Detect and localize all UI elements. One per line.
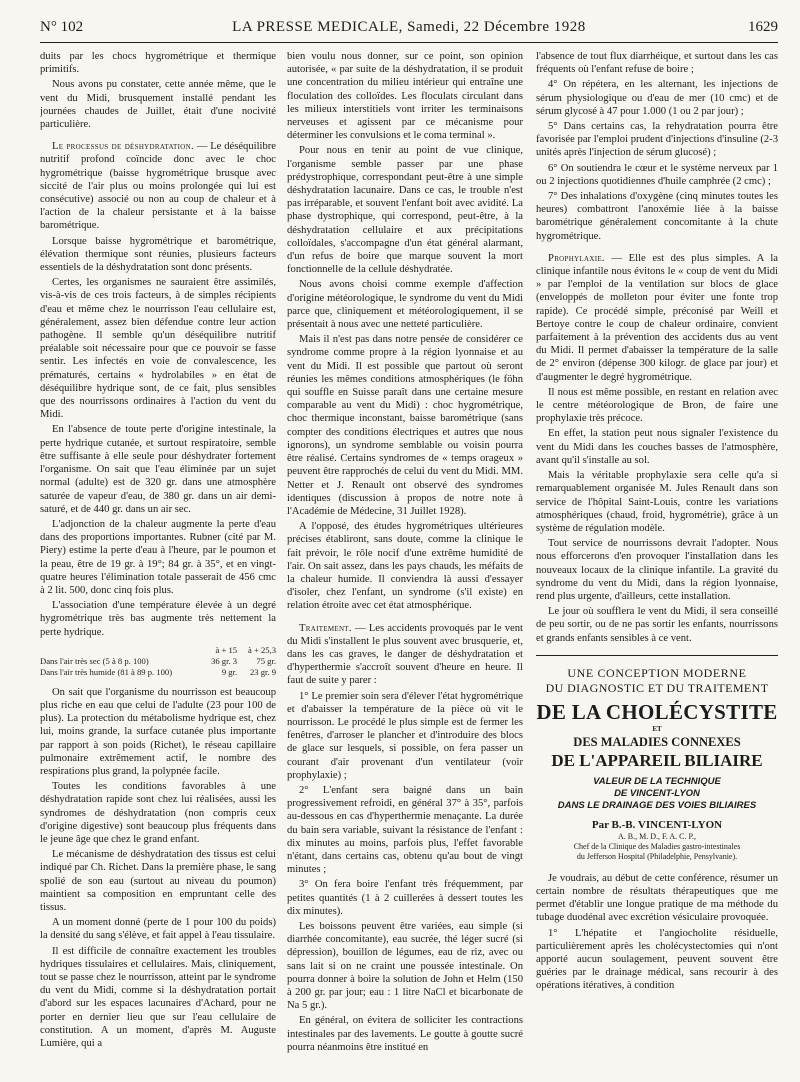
paragraph: Le jour où soufflera le vent du Midi, il sera conseillé de peu sortir, ou de ne pas sortir les enfants, nourrissons et grands enfants sensibles à ce vent. [536,606,778,644]
paragraph: Toutes les conditions favorables à une déshydratation rapide sont chez lui réalisées, aussi les syndromes de déshydratation (non compris ceux d'origine digestive) sont beaucoup plus fréquents dans le jeune âge que chez le grand enfant. [40,781,276,845]
paragraph: 3° On fera boire l'enfant très fréquemment, par petites quantités (1 à 2 cuillerées à dessert toutes les dix minutes). [287,879,523,917]
article-kicker: UNE CONCEPTION MODERNE [567,665,747,680]
section-text: — Elle est des plus simples. A la clinique infantile nous évitons le « coup de vent du Midi » par l'emploi de la ventilation sur blocs de glace (enveloppés de molleton pour éviter une fonte trop rapide). Ce procédé simple, préconisé par Weill et Bertoye contre le coup de chaleur ordinaire, convient parfaitement à la prévention des accidents dus au vent du Midi. Il permet d'abaisser la température de la salle de 2° environ (dépense 300 kilogr. de glace par jour) et d'augmenter le degré hygrométrique. [536,252,778,383]
paragraph: Pour nous en tenir au point de vue clinique, l'organisme semble passer par une phase prédystrophique, correspondant peut-être à une simple déshydratation lacunaire. Dans ce cas, le trouble n'est pas irréparable, et souvent l'enfant boit avec avidité. La phase dystrophique, qui correspond, peut-être, à la déshydratation cellulaire et aux précipitations colloïdales, s'accompagne d'un état général alarmant, d'un refus de boire que marque souvent la mort fonctionnelle de la cellule déshydratée. [287,145,523,276]
paragraph: bien voulu nous donner, sur ce point, son opinion autorisée, « par suite de la déshydratation, il se produit une concentration du milieu intérieur qui entraîne une floculation des colloïdes. Les floculats circulant dans les milieux interstitiels vont irriter les terminaisons nerveuses et agissent par ce mécanisme pour déterminer les convulsions et le coma terminal ». [287,51,523,142]
section-heading: Traitement. [299,622,352,634]
column-3 [536,50,778,1080]
section-text: — Le déséquilibre nutritif profond coïncide donc avec le choc hygrométrique (baisse hygrométrique brusque avec siccité de l'air plus ou moins prolongée qui lui est consécutive) associé ou non au coup de chaleur et à l'action de la chaleur persistante et à la baisse barométrique. [40,141,276,232]
article-title-conjunction: ET [652,724,662,733]
paragraph: Il est difficile de connaître exactement les troubles hydriques tissulaires et cellulaires. Mais, cliniquement, tout se passe chez le nourrisson, atteint par le syndrome du vent du Midi, comme si la déshydratation portait d'abord sur les espaces lacunaires d'Achard, pour ne porter en dernier lieu que sur l'eau cellulaire de constitution. A un moment, d'après M. Auguste Lumière, qui a [40,945,276,1050]
table-row [40,667,276,678]
paragraph: En effet, la station peut nous signaler l'existence du vent du Midi dans les couches basses de l'atmosphère, avant qu'il s'installe au sol. [536,428,778,466]
section-heading: Le processus de déshydratation. [52,141,194,153]
affiliation-line: du Jefferson Hospital (Philadelphie, Pensylvanie). [576,851,738,861]
section-prophylaxis [536,252,778,384]
paragraph: duits par les chocs hygrométrique et thermique primitifs. [40,51,276,76]
paragraph: 1° Le premier soin sera d'élever l'état hygrométrique et d'abaisser la température de la pièce où vit le nourrisson. Le procédé le plus simple est de fermer les fenêtres, d'arroser le plancher et d'introduire des blocs de glace sur lesquels, si possible, on fera passer un courant d'air provenant d'un ventilateur (voir prophylaxie) ; [287,690,523,781]
table-cell: 23 gr. 9 [249,666,276,677]
affiliation-line: Chef de la Clinique des Maladies gastro-intestinales [573,841,741,851]
paragraph: On sait que l'organisme du nourrisson est beaucoup plus riche en eau que celui de l'adulte (23 pour 100 de plus). La protection du métabolisme hydrique est, chez lui, moins grande, la surface cutanée plus importante par rapport à son poids (Richet), le réseau capillaire pulmonaire extrêmement actif, le nombre des respirations plus grand, la polypnée facile. [40,686,276,777]
paragraph: Le mécanisme de déshydratation des tissus est celui indiqué par Ch. Richet. Dans la première phase, le sang spolié de son eau (surtout au niveau du poumon) maintient sa composition en empruntant celle des tissus. [40,849,276,913]
paragraph: Mais la véritable prophylaxie sera celle qu'a si remarquablement organisée M. Jules Renault dans son service de l'hôpital Saint-Louis, contre les variations atmosphériques (chaud, froid, hygrométrie), grâce à un système de régulation modèle. [536,470,778,534]
section-heading: Prophylaxie. [548,252,605,264]
table-header-row [40,645,276,656]
column-1 [40,50,276,1080]
header-rule [40,42,778,43]
issue-number: N° 102 [40,19,84,35]
table-header: à + 15 [215,644,238,655]
author-affiliation [536,842,778,862]
article-author: Par B.-B. VINCENT-LYON [591,818,723,831]
water-loss-table [40,645,276,678]
paragraph: 6° On soutiendra le cœur et le système nerveux par 1 ou 2 injections quotidiennes d'huile camphrée (2 cmc) ; [536,162,778,187]
article-subtitle: VALEUR DE LA TECHNIQUE [593,775,721,787]
paragraph: Lorsque baisse hygrométrique et barométrique, élévation thermique sont réunies, plusieurs facteurs essentiels de la déshydratation sont donc présents. [40,235,276,274]
paragraph: En l'absence de toute perte d'origine intestinale, la perte hydrique cutanée, et surtout respiratoire, semble être suffisante à elle seule pour déshydrater fortement l'organisme. On sait que l'eau éliminée par un sujet normal (adulte) est de 320 gr. dans une atmosphère saturée de vapeur d'eau, de 380 gr. dans un air demi-saturé, et de 440 gr. dans un air sec. [40,424,276,515]
section-dehydration [40,140,276,232]
paragraph: Tout service de nourrissons devrait l'adopter. Nous nous efforcerons d'en provoquer l'installation dans les nouveaux locaux de la clinique infantile. La gravité du syndrome du vent du Midi, dans la région lyonnaise, rend plus urgente, d'ailleurs, cette installation. [536,538,778,602]
paragraph: Certes, les organismes ne sauraient être assimilés, vis-à-vis de ces trois facteurs, à de simples récipients d'eau et même chez le nourrisson l'eau cellulaire est, généralement, assez bien défendue contre leur action pathogène. Il semble qu'un déséquilibre nutritif préalable soit nécessaire pour que ce pouvoir se fasse sentir. Les infectés en voie de convalescence, les prématurés, certains « hydrolabiles » en état de déséquilibre hydrique sont, de ce fait, plus sensibles que des nourrissons ordinaires à l'action du vent du Midi. [40,277,276,421]
article-header [536,655,778,862]
journal-title: LA PRESSE MEDICALE, Samedi, 22 Décembre 1928 [232,19,586,35]
table-cell: 36 gr. 3 [211,655,238,666]
table-cell: 75 gr. [256,655,276,666]
paragraph: En général, on évitera de solliciter les contractions intestinales par des lavements. Le goutte à goutte sucré pourra néanmoins être institué en [287,1015,523,1053]
article-subtitle: DE VINCENT-LYON [614,787,700,799]
article-title: DE L'APPAREIL BILIAIRE [551,750,763,770]
paragraph: 1° L'hépatite et l'angiocholite résiduelle, particulièrement après les cholécystectomies qui n'ont apporté aucun soulagement, peuvent souvent être guéries par le drainage médical, sans recourir à des opérations itératives, à condition [536,927,778,992]
paragraph: A l'opposé, des études hygrométriques ultérieures précises établiront, sans doute, comme la clinique le fait prévoir, le rôle nocif d'une extrême humidité de l'air. On sait assez, dans les pays chauds, les méfaits de la chaleur humide. Il conviendra là aussi d'essayer d'isoler, chez l'enfant, un syndrome (s'il existe) en relation étroite avec cet état atmosphérique. [287,521,523,612]
author-credentials: A. B., M. D., F. A. C. P., [617,831,697,841]
paragraph: Il nous est même possible, en restant en relation avec le centre météorologique de Bron, de faire une prophylaxie très précoce. [536,386,778,425]
paragraph: A un moment donné (perte de 1 pour 100 du poids) la densité du sang s'élève, et fait appel à l'eau tissulaire. [40,917,276,942]
table-row [40,656,276,667]
article-subtitle: DANS LE DRAINAGE DES VOIES BILIAIRES [557,799,757,811]
table-cell: Dans l'air très sec (5 à 8 p. 100) [40,655,149,666]
article-title: DES MALADIES CONNEXES [573,734,741,749]
article-kicker: DU DIAGNOSTIC ET DU TRAITEMENT [545,680,769,695]
paragraph: Nous avons choisi comme exemple d'affection d'origine météorologique, le syndrome du vent du Midi parce que, cliniquement et météorologiquement, il se présentait à nous avec une netteté particulière. [287,279,523,331]
section-text: — Les accidents provoqués par le vent du Midi s'installent le plus souvent avec brusquerie, et, dans les cas graves, le danger de déshydratation et d'hyperthermie s'accroît souvent d'heure en heure. Il faut de suite y parer : [287,622,523,687]
paragraph: L'adjonction de la chaleur augmente la perte d'eau dans des proportions importantes. Rubner (cité par M. Piery) estime la perte d'eau à l'heure, par le poumon et la peau, être de 19 gr. à 19°; 84 gr. à 35°, et en vingt-quatre heures l'élimination totale passerait de 456 cmc à 2 lit. 500, donc cinq fois plus. [40,518,276,596]
article-title: DE LA CHOLÉCYSTITE [536,699,778,724]
paragraph: Les boissons peuvent être variées, eau simple (si diarrhée concomitante), eau sucrée, thé léger sucré (si dépression), bouillon de légumes, eau de riz, avec ou sans lait si on ne craint une poussée intestinale. On pourra donner à boire la solution de John et Helm (150 à 200 gr. par jour; eau : 1 litre NaCl et bicarbonate de Na 5 gr.). [287,921,523,1012]
table-cell: Dans l'air très humide (81 à 89 p. 100) [40,666,173,677]
paragraph: L'association d'une température élevée à un degré hygrométrique très bas augmente très nettement la perte hydrique. [40,600,276,638]
paragraph: Nous avons pu constater, cette année même, que le vent du Midi, brusquement installé pendant les journées chaudes de Juillet, était d'une nocivité particulière. [40,79,276,131]
page-number: 1629 [748,19,778,35]
paragraph: 5° Dans certains cas, la rehydratation pourra être favorisée par l'emploi prudent d'injections d'insuline (2-3 unités après l'injection de sérum glucosé) ; [536,121,778,159]
paragraph: 2° L'enfant sera baigné dans un bain progressivement refroidi, en général 37° à 35°, parfois au-dessous en cas d'hyperthermie menaçante. La durée du bain sera variable, suivant la résistance de l'enfant : dix minutes au moins, parfois plus, l'effet favorable n'étant, dans certains cas, obtenu qu'au bout de vingt minutes ; [287,784,523,876]
paragraph: Mais il n'est pas dans notre pensée de considérer ce syndrome comme propre à la région lyonnaise et au vent du Midi. Il est possible que partout où seront réunies les mêmes conditions atmosphériques (le föhn qui souffle en Suisse paraît dans une certaine mesure comparable au vent du Midi) : choc hygrométrique, choc thermique inconstant, baisse barométrique (sans compter des conditions électriques et autres que nous ignorons), un syndrome semblable ou voisin pourra être réalisé. Certains syndromes de « temps orageux » peuvent être rapprochés de celui du vent du Midi. MM. Netter et J. Renault ont observé des syndromes identiques (discussion à propos de notre note à l'Académie de Médecine, 31 Juillet 1928). [287,334,523,517]
table-cell: 9 gr. [221,666,238,677]
paragraph: Je voudrais, au début de cette conférence, résumer un certain nombre de résultats thérapeutiques que me permet d'établir une longue pratique de ma méthode du tubage duodénal avec excrétion vésiculaire provoquée. [536,872,778,924]
column-2 [287,50,523,1080]
paragraph: 4° On répétera, en les alternant, les injections de sérum physiologique ou d'eau de mer (10 cmc) et de sérum glycosé à 47 pour 1.000 (1 ou 2 par jour) ; [536,79,778,117]
paragraph: l'absence de tout flux diarrhéique, et surtout dans les cas fréquents où l'enfant refuse de boire ; [536,51,778,76]
table-header: à + 25,3 [248,644,276,655]
running-header [40,16,778,38]
section-treatment [287,622,523,688]
paragraph: 7° Des inhalations d'oxygène (cinq minutes toutes les heures) combattront l'anoxémie liée à la baisse barométrique généralement concomitante à la chute hygrométrique. [536,191,778,242]
